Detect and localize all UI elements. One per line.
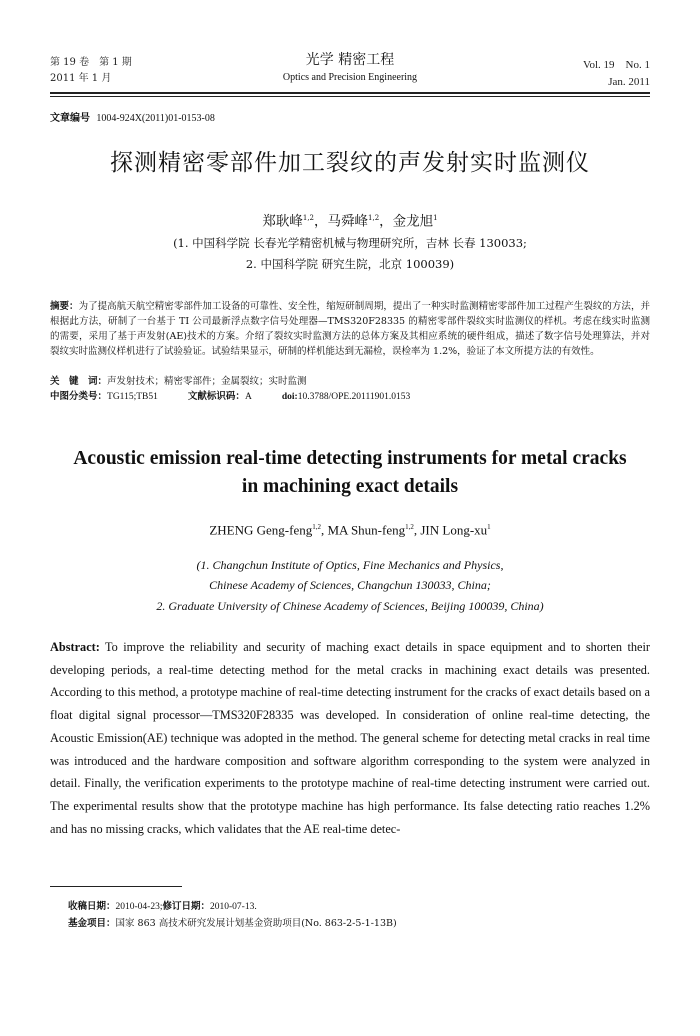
abstract-en-text: To improve the reliability and security of maching exact details in space equipment and to shorten their developing periods, a real-time detecting method for the metal cracks in machining exact details was presented. According to this method, a prototype machine of real-time detecting instrument for the cracks of exact details based on a float digital signal processor—TMS320F28335 was developed. In consideration of online real-time detecting, the Acoustic Emission(AE) technique was adopted in the method. The general scheme for detecting metal cracks in real time was introduced and the hardware composition and software algorithm corresponding to the system were analyzed in detail. Finally, the verification experiments to the prototype machine of real-time detecting instrument were carried out. The experimental results show that the prototype machine has high performance. Its false detecting ratio reaches 1.2% and has no missing cracks, which validates that the AE real-time detec- <box>50 640 650 836</box>
date-en: Jan. 2011 <box>608 76 650 88</box>
abstract-cn-text: 为了提高航天航空精密零部件加工设备的可靠性、安全性，缩短研制周期，提出了一种实时监测精密零部件加工过程产生裂纹的方法，并根据此方法，研制了一台基于 TI 公司最新浮点数字信号处理器—TMS320F28335 的精密零部件裂纹实时监测仪的样机。考虑在线实时监测的需要，采用了基于声发射(AE)技术的方案。介绍了裂纹实时监测方法的总体方案及其相应系统的硬件组成，描述了数字信号处理算法，并对裂纹实时监测仪样机进行了试验验证。试验结果显示，研制的样机能达到无漏检，误检率为 1.2%，验证了本文所提方法的有效性。 <box>50 301 650 357</box>
footnote-dates <box>68 900 257 914</box>
title-en-line-1: Acoustic emission real-time detecting instruments for metal cracks <box>73 448 627 469</box>
abstract-cn-label: 摘要： <box>50 301 79 312</box>
fund-text: 国家 863 高技术研究发展计划基金资助项目(No. 863-2-5-1-13B) <box>115 918 397 929</box>
author-cn-3-sup: 1 <box>433 214 438 222</box>
affiliation-cn-1: (1. 中国科学院 长春光学精密机械与物理研究所，吉林 长春 130033; <box>173 236 527 250</box>
author-en-1-sup: 1,2 <box>312 523 321 531</box>
footnote-fund <box>68 917 397 931</box>
revised-date: 2010-07-13. <box>210 902 257 912</box>
keywords-cn-text: 声发射技术；精密零部件；金属裂纹；实时监测 <box>107 376 307 387</box>
clc-label: 中图分类号： <box>50 391 108 402</box>
author-en-3: JIN Long-xu <box>420 522 488 538</box>
title-en-line-2: in machining exact details <box>241 476 459 497</box>
volume-issue-en: Vol. 19 No. 1 <box>582 59 650 71</box>
title-cn: 探测精密零部件加工裂纹的声发射实时监测仪 <box>110 150 590 176</box>
received-label: 收稿日期： <box>68 901 116 912</box>
journal-title-en: Optics and Precision Engineering <box>282 72 418 83</box>
author-cn-1: 郑耿峰 <box>262 213 303 230</box>
volume-issue-cn: 第 19 卷 第 1 期 <box>50 57 132 68</box>
affiliation-en-2: Chinese Academy of Sciences, Changchun 130033, China; <box>209 578 491 592</box>
keywords-cn-label: 关 键 词： <box>50 376 108 387</box>
article-number-value: 1004-924X(2011)01-0153-08 <box>96 113 215 124</box>
authors-en: ZHENG Geng-feng$^{1,2}$, MA Shun-feng$^{1,2}$, JIN Long-$xu^1$ <box>209 522 491 538</box>
authors-cn: 郑耿峰$^{1,2}$，马舜峰$^{1,2}$，金龙旭$^1$ <box>262 213 438 230</box>
abstract-en-label: Abstract: <box>50 640 100 654</box>
author-cn-1-sup: 1,2 <box>302 214 315 222</box>
doi-value: 10.3788/OPE.20111901.0153 <box>297 392 411 402</box>
affiliation-cn-2: 2. 中国科学院 研究生院，北京 100039) <box>245 257 455 271</box>
author-en-3-sup: 1 <box>487 523 491 531</box>
affiliation-en-3: 2. Graduate University of Chinese Academy of Sciences, Beijing 100039, China) <box>156 599 544 613</box>
article-number <box>50 112 215 126</box>
author-cn-2-sup: 1,2 <box>368 214 380 222</box>
abstract-cn <box>50 299 650 359</box>
author-en-2-sup: 1,2 <box>405 523 414 531</box>
doc-code-value: A <box>244 392 252 402</box>
affiliation-en-1: (1. Changchun Institute of Optics, Fine Mechanics and Physics, <box>196 558 504 572</box>
doi-label: doi: <box>281 392 298 402</box>
journal-title-cn: 光学 精密工程 <box>305 52 395 68</box>
header-rule-thick <box>50 92 650 94</box>
author-cn-3: 金龙旭 <box>392 213 434 230</box>
doc-code-label: 文献标识码： <box>187 391 245 402</box>
received-date: 2010-04-23; <box>115 902 163 912</box>
author-en-2: MA Shun-feng <box>327 522 406 538</box>
author-cn-2: 马舜峰 <box>327 213 369 230</box>
revised-label: 修订日期： <box>162 901 210 912</box>
fund-label: 基金项目： <box>68 918 116 929</box>
keywords-cn <box>50 374 650 389</box>
abstract-en <box>50 636 650 840</box>
header-rule-thin <box>50 96 650 97</box>
article-number-label: 文章编号 <box>50 113 90 124</box>
footnote-rule <box>50 886 182 887</box>
clc-value: TG115;TB51 <box>107 392 158 402</box>
classification-line <box>50 389 650 405</box>
date-cn: 2011 年 1 月 <box>50 73 112 84</box>
author-en-1: ZHENG Geng-feng <box>209 522 313 538</box>
